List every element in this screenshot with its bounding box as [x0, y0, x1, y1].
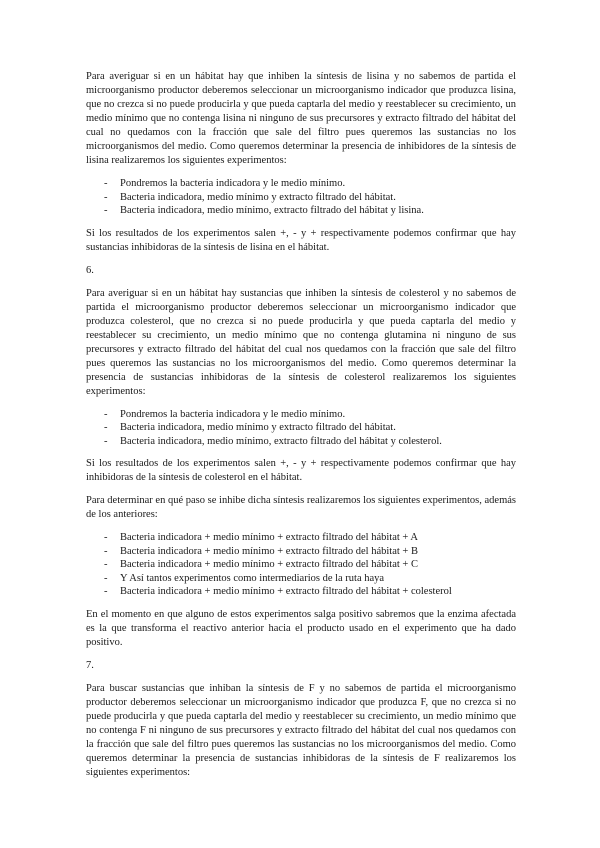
list-item: - Bacteria indicadora + medio mínimo + extracto filtrado del hábitat + colesterol	[86, 585, 516, 599]
section5-experiment-list	[86, 177, 516, 218]
section6-conclusion: Si los resultados de los experimentos salen +, - y + respectivamente podemos confirmar que hay inhibidoras de la síntesis de colesterol en el hábitat.	[86, 458, 516, 483]
list-item: - Y Así tantos experimentos como intermediarios de la ruta haya	[86, 572, 516, 586]
list-item: - Pondremos la bacteria indicadora y le medio mínimo.	[86, 408, 516, 422]
list-item: - Bacteria indicadora, medio mínimo y extracto filtrado del hábitat.	[86, 191, 516, 205]
section6-step-conclusion: En el momento en que alguno de estos experimentos salga positivo sabremos que la enzima afectada es la que transforma el reactivo anterior hacia el producto usado en el experimento que ha dado positivo.	[86, 608, 516, 648]
section6-step-intro: Para determinar en qué paso se inhibe dicha síntesis realizaremos los siguientes experimentos, además de los anteriores:	[86, 495, 516, 520]
section7-number: 7.	[86, 659, 94, 671]
section5-intro: Para averiguar si en un hábitat hay que inhiben la síntesis de lisina y no sabemos de partida el microorganismo productor deberemos seleccionar un microorganismo indicador que produzca lisina, que no crezca si no puede producirla y que pueda captarla del medio y reestablecer su crecimiento, un medio mínimo que no contenga lisina ni ninguno de sus precursores y extracto filtrado del hábitat del cual no quedamos con la fracción que sale del filtro pues queremos las sustancias no los microorganismos del medio. Como queremos determinar la presencia de inhibidores de la síntesis de lisina realizaremos los siguientes experimentos:	[86, 71, 516, 166]
list-item: - Bacteria indicadora + medio mínimo + extracto filtrado del hábitat + A	[86, 531, 516, 545]
section6-intro: Para averiguar si en un hábitat hay sustancias que inhiben la síntesis de colesterol y no sabemos de partida el microorganismo productor deberemos seleccionar un microorganismo indicador que produzca colesterol, que no crezca si no puede producirla y que pueda captarla del medio y reestablecer su crecimiento, un medio mínimo que no contenga glutamina ni ninguno de sus precursores y extracto filtrado del hábitat del cual nos quedamos con la fracción que sale del filtro pues queremos las sustancias no los microorganismos del medio. Como queremos determinar la presencia de sustancias inhibidoras de la síntesis de colesterol realizaremos los siguientes experimentos:	[86, 287, 516, 397]
section6-step-experiment-list	[86, 531, 516, 599]
list-item: - Bacteria indicadora, medio mínimo y extracto filtrado del hábitat.	[86, 421, 516, 435]
section7-intro: Para buscar sustancias que inhiban la síntesis de F y no sabemos de partida el microorganismo productor deberemos seleccionar un microorganismo indicador que produzca F, que no crezca si no puede producirla y que pueda captarla del medio y reestablecer su crecimiento, un medio mínimo que no contenga F ni ninguno de sus precursores y extracto filtrado del hábitat del cual nos quedamos con la fracción que sale del filtro pues queremos las sustancias no los microorganismos del medio. Como queremos determinar la presencia de sustancias inhibidoras de la síntesis de F realizaremos los siguientes experimentos:	[86, 682, 516, 778]
list-item: - Bacteria indicadora + medio mínimo + extracto filtrado del hábitat + B	[86, 545, 516, 559]
document-body	[86, 70, 516, 789]
list-item: - Bacteria indicadora + medio mínimo + extracto filtrado del hábitat + C	[86, 558, 516, 572]
list-item: - Bacteria indicadora, medio mínimo, extracto filtrado del hábitat y lisina.	[86, 204, 516, 218]
section6-experiment-list	[86, 408, 516, 449]
list-item: - Bacteria indicadora, medio mínimo, extracto filtrado del hábitat y colesterol.	[86, 435, 516, 449]
section6-number: 6.	[86, 264, 94, 276]
list-item: - Pondremos la bacteria indicadora y le medio mínimo.	[86, 177, 516, 191]
section5-conclusion: Si los resultados de los experimentos salen +, - y + respectivamente podemos confirmar que hay sustancias inhibidoras de la síntesis de lisina en el hábitat.	[86, 227, 516, 253]
